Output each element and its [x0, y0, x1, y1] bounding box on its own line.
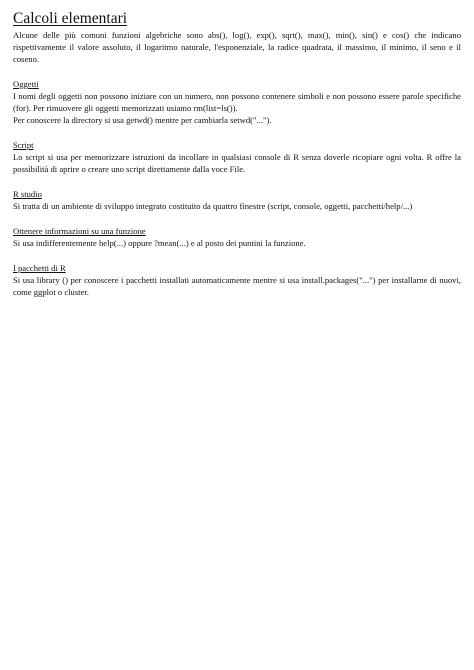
section-heading: R studio: [13, 189, 42, 199]
intro-paragraph: Alcune delle più comuni funzioni algebriche sono abs(), log(), exp(), sqrt(), max(), min(), sin() e cos() che indicano rispettivamente il valore assoluto, il logaritmo naturale, l'esponenziale, la radice quadrata, il massimo, il minimo, il seno e il coseno.: [13, 30, 461, 64]
section-paragraph: I nomi degli oggetti non possono iniziare con un numero, non possono contenere simboli e non possono essere parole specifiche (for). Per rimuovere gli oggetti memorizzati usiamo rm(list=ls()).: [13, 91, 461, 113]
section-paragraph: Si usa indifferentemente help(...) oppure ?mean(...) e al posto dei puntini la funzione.: [13, 238, 306, 248]
section-pacchetti: [13, 262, 461, 298]
section-heading: Ottenere informazioni su una funzione: [13, 226, 146, 236]
section-paragraph: Lo script si usa per memorizzare istruzioni da incollare in qualsiasi console di R senza doverle ricopiare ogni volta. R offre la possibilità di aprire o creare uno script direttamente dalla voce File.: [13, 152, 461, 174]
section-heading: Oggetti: [13, 79, 39, 89]
section-informazioni-funzione: [13, 225, 461, 249]
section-heading: Script: [13, 140, 34, 150]
section-paragraph: Si tratta di un ambiente di sviluppo integrato costituito da quattro finestre (script, console, oggetti, pacchetti/help/...): [13, 201, 413, 211]
section-r-studio: [13, 188, 461, 212]
section-oggetti: [13, 78, 461, 126]
section-paragraph: Si usa library () per conoscere i pacchetti installati automaticamente mentre si usa install.packages("...") per installarne di nuovi, come ggplot o cluster.: [13, 275, 461, 297]
section-heading: I pacchetti di R: [13, 263, 66, 273]
document-content: [13, 10, 461, 298]
section-script: [13, 139, 461, 175]
document-title: Calcoli elementari: [13, 10, 128, 27]
section-paragraph: Per conoscere la directory si usa getwd() mentre per cambiarla setwd("...").: [13, 115, 272, 125]
